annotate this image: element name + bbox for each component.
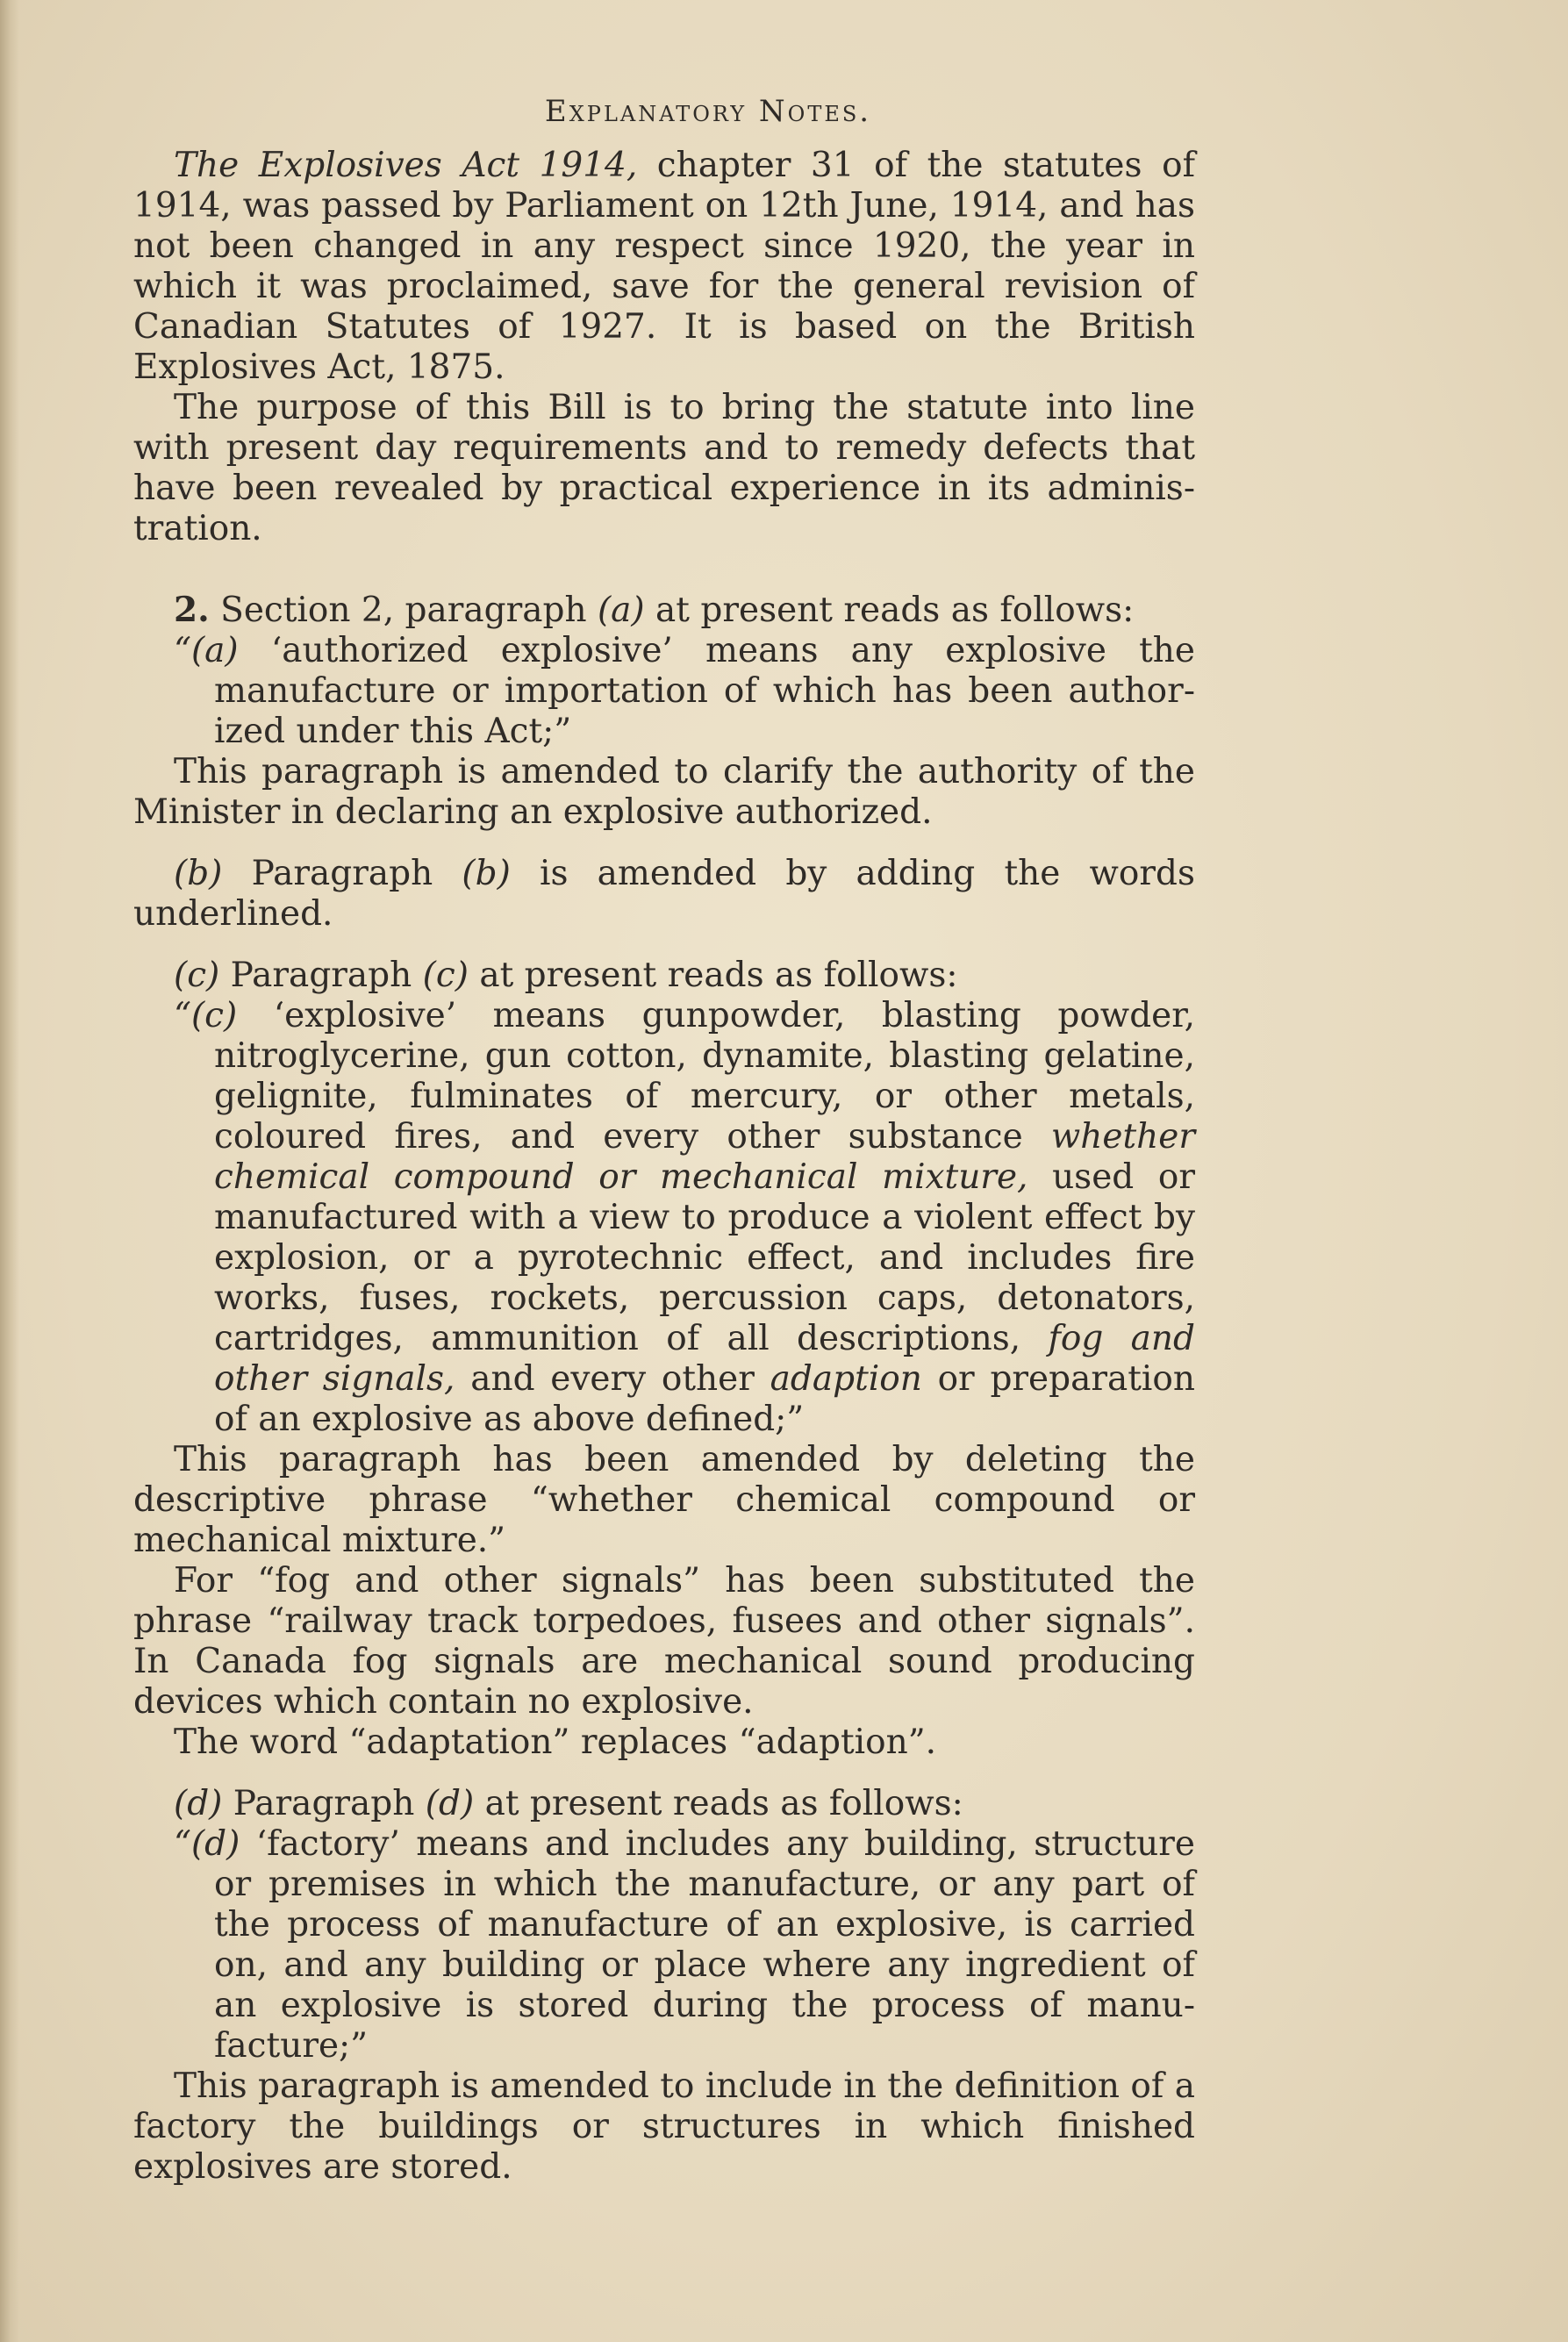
section-2-quote-a: “(a) ‘authorized explosive’ means any explosive the manufacture or importation of which has been authorized under this Act;” (174, 631, 1195, 751)
intro-paragraph-2: The purpose of this Bill is to bring the statute into line with present day requirements and to remedy defects that have been revealed by practical experience in its administration. (133, 388, 1195, 548)
page-content (133, 91, 1195, 2188)
paragraph-c-note-2: For “fog and other signals” has been substituted the phrase “railway track torpedoes, fusees and other signals”. In Canada fog signals are mechanical sound producing devices which contain no explosive. (133, 1561, 1195, 1722)
paragraph-c-note-3: The word “adaptation” replaces “adaption”. (174, 1722, 937, 1762)
paragraph-d-intro: (d) Paragraph (d) at present reads as follows: (174, 1784, 963, 1823)
act-title: The Explosives Act 1914, (174, 146, 638, 185)
page-heading: Explanatory Notes. (544, 94, 872, 129)
paragraph-c-quote: “(c) ‘explosive’ means gunpowder, blasting powder, nitroglycerine, gun cotton, dynamite, blasting gelatine, gelignite, fulminates of mercury, or other metals, coloured fires, and every other substance whether chemical compound or mechanical mixture, used or manufactured with a view to produce a violent effect by explosion, or a pyrotechnic effect, and includes fire works, fuses, rockets, percussion caps, detonators, cartridges, ammunition of all descriptions, fog and other signals, and every other adaption or preparation of an explosive as above defined;” (174, 996, 1195, 1439)
paragraph-d-note: This paragraph is amended to include in the definition of a factory the buildings or structures in which finished explosives are stored. (133, 2066, 1195, 2187)
paragraph-b: (b) Paragraph (b) is amended by adding the words underlined. (133, 854, 1196, 934)
paragraph-c-intro: (c) Paragraph (c) at present reads as follows: (174, 956, 958, 995)
section-number: 2. (174, 590, 210, 630)
paragraph-d-quote: “(d) ‘factory’ means and includes any building, structure or premises in which the manufacture, or any part of the process of manufacture of an explosive, is carried on, and any building or place where any ingredient of an explosive is stored during the process of manufacture;” (174, 1824, 1195, 2066)
section-2-note: This paragraph is amended to clarify the authority of the Minister in declaring an explosive authorized. (133, 752, 1195, 832)
section-2-intro: 2. Section 2, paragraph (a) at present reads as follows: (174, 590, 1135, 630)
paragraph-c-note-1: This paragraph has been amended by deleting the descriptive phrase “whether chemical compound or mechanical mixture.” (133, 1440, 1195, 1560)
page-spine-shadow (0, 0, 19, 2342)
intro-paragraph-1: The Explosives Act 1914, chapter 31 of the statutes of 1914, was passed by Parliament on 12th June, 1914, and has not been changed in any respect since 1920, the year in which it was proclaimed, save for the general revision of Canadian Statutes of 1927. It is based on the British Explosives Act, 1875. (133, 146, 1195, 387)
